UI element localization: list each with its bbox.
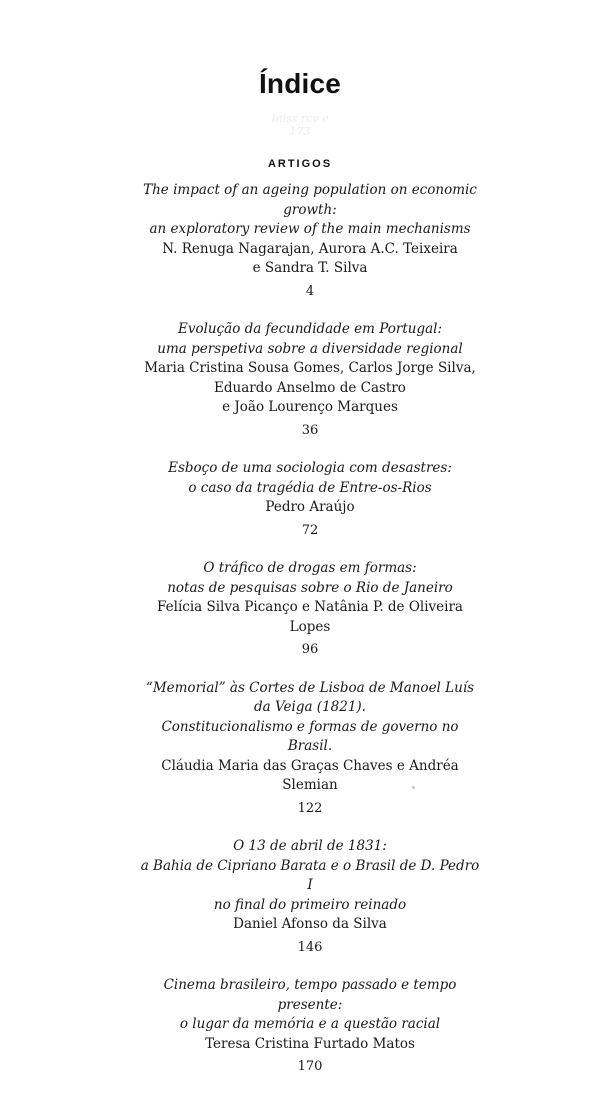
paper-speck xyxy=(412,786,415,789)
article-title-line: “Memorial” às Cortes de Lisboa de Manoel Luís da Veiga (1821). xyxy=(145,679,475,715)
show-through-text xyxy=(0,112,600,138)
article-page-number: 96 xyxy=(301,642,319,657)
article-title-line: O 13 de abril de 1831: xyxy=(233,838,387,854)
article-title-line: O tráfico de drogas em formas: xyxy=(203,560,417,576)
article-title-line: an exploratory review of the main mechanisms xyxy=(149,221,471,237)
section-label: ARTIGOS xyxy=(267,158,333,170)
article-title-line: The impact of an ageing population on economic growth: xyxy=(143,182,477,218)
article-entry xyxy=(140,679,480,819)
article-title-line: o caso da tragédia de Entre-os-Rios xyxy=(188,479,432,496)
article-author-line: Daniel Afonso da Silva xyxy=(233,916,387,932)
article-author-line: Maria Cristina Sousa Gomes, Carlos Jorge Silva, xyxy=(144,360,476,376)
article-entry xyxy=(140,837,480,957)
article-entry xyxy=(140,559,480,660)
page-title: Índice xyxy=(258,68,342,99)
article-title-line: uma perspetiva sobre a diversidade regional xyxy=(157,340,463,357)
article-entry xyxy=(140,320,480,440)
article-page-number: 36 xyxy=(301,422,319,438)
article-title-line: Cinema brasileiro, tempo passado e tempo presente: xyxy=(163,977,457,1013)
article-page-number: 72 xyxy=(301,522,319,538)
show-through-line-2: 173 xyxy=(289,125,311,138)
article-author-line: e Sandra T. Silva xyxy=(252,260,368,276)
article-title-line: a Bahia de Cipriano Barata e o Brasil de D. Pedro I xyxy=(140,857,480,893)
article-author-line: Pedro Araújo xyxy=(265,499,355,515)
article-entry xyxy=(140,181,480,301)
article-title-line: notas de pesquisas sobre o Rio de Janeiro xyxy=(167,579,453,596)
article-author-line: Cláudia Maria das Graças Chaves e Andréa Slemian xyxy=(161,757,459,793)
article-entry xyxy=(140,459,480,540)
article-page-number: 146 xyxy=(297,939,323,955)
article-author-line: N. Renuga Nagarajan, Aurora A.C. Teixeira xyxy=(162,240,458,257)
article-title-line: Evolução da fecundidade em Portugal: xyxy=(177,321,442,337)
article-entry xyxy=(140,976,480,1077)
show-through-line-1: Iniss rcv e xyxy=(271,112,329,125)
article-title-line: o lugar da memória e a questão racial xyxy=(179,1016,441,1032)
article-author-line: Teresa Cristina Furtado Matos xyxy=(205,1035,415,1052)
article-page-number: 170 xyxy=(297,1059,323,1074)
article-title-line: Constitucionalismo e formas de governo no Brasil. xyxy=(161,718,459,754)
article-page-number: 4 xyxy=(305,283,315,299)
article-author-line: e João Lourenço Marques xyxy=(222,399,398,415)
article-author-line: Felícia Silva Picanço e Natânia P. de Oliveira Lopes xyxy=(157,599,463,635)
article-page-number: 122 xyxy=(297,800,323,816)
article-title-line: no final do primeiro reinado xyxy=(213,896,407,913)
article-title-line: Esboço de uma sociologia com desastres: xyxy=(168,460,452,476)
article-author-line: Eduardo Anselmo de Castro xyxy=(214,379,406,396)
article-list xyxy=(0,181,600,1096)
